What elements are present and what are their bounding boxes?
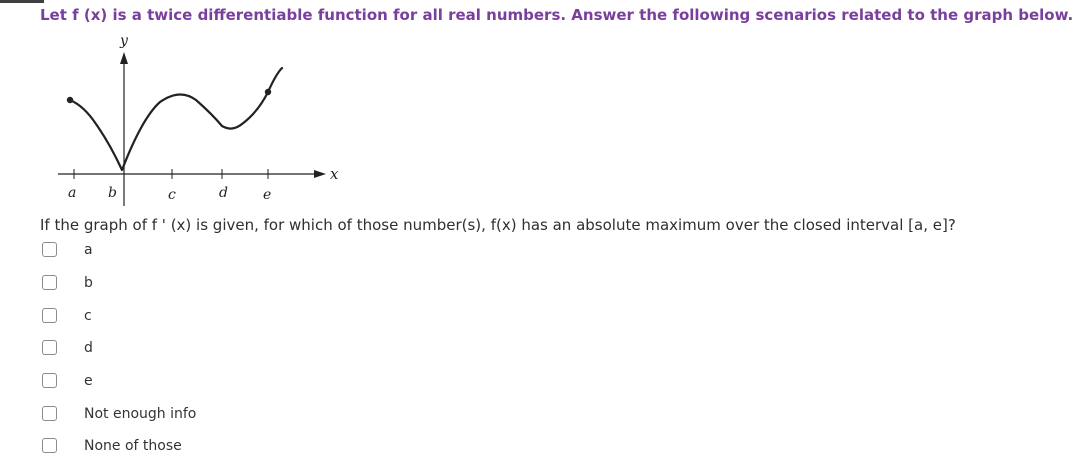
derivative-curve xyxy=(70,68,282,170)
option-d-label: d xyxy=(84,340,93,356)
tick-label-c: c xyxy=(168,187,176,203)
prompt-text: Let f (x) is a twice differentiable function for all real numbers. Answer the following scenarios related to the graph below. xyxy=(40,6,1073,24)
derivative-graph xyxy=(44,28,344,208)
option-b-label: b xyxy=(84,275,93,291)
top-accent-bar xyxy=(0,0,44,3)
curve-endpoint-e xyxy=(265,89,271,95)
option-none-of-those[interactable] xyxy=(40,436,460,460)
option-a-label: a xyxy=(84,242,93,258)
option-not-enough-info[interactable] xyxy=(40,404,460,428)
option-c-label: c xyxy=(84,308,92,324)
option-none-of-those-checkbox[interactable] xyxy=(42,438,57,453)
option-not-enough-info-checkbox[interactable] xyxy=(42,406,57,421)
x-axis-arrow xyxy=(314,170,326,178)
tick-label-a: a xyxy=(68,185,77,201)
option-d-checkbox[interactable] xyxy=(42,340,57,355)
option-c-checkbox[interactable] xyxy=(42,308,57,323)
option-c[interactable] xyxy=(40,306,460,330)
question-text: If the graph of f ' (x) is given, for which of those number(s), f(x) has an absolute maximum over the closed interval [a, e]? xyxy=(40,216,956,234)
option-a[interactable] xyxy=(40,240,460,264)
option-e[interactable] xyxy=(40,371,460,395)
option-e-checkbox[interactable] xyxy=(42,373,57,388)
x-axis-label: x xyxy=(330,165,339,183)
option-d[interactable] xyxy=(40,338,460,362)
tick-label-e: e xyxy=(263,187,272,203)
option-a-checkbox[interactable] xyxy=(42,242,57,257)
tick-label-d: d xyxy=(219,185,228,201)
option-none-of-those-label: None of those xyxy=(84,438,182,454)
y-axis-arrow xyxy=(120,52,128,64)
option-b[interactable] xyxy=(40,273,460,297)
curve-endpoint-a xyxy=(67,97,73,103)
option-e-label: e xyxy=(84,373,93,389)
y-axis-label: y xyxy=(120,33,128,49)
option-b-checkbox[interactable] xyxy=(42,275,57,290)
tick-label-b: b xyxy=(108,185,117,201)
option-not-enough-info-label: Not enough info xyxy=(84,406,197,422)
